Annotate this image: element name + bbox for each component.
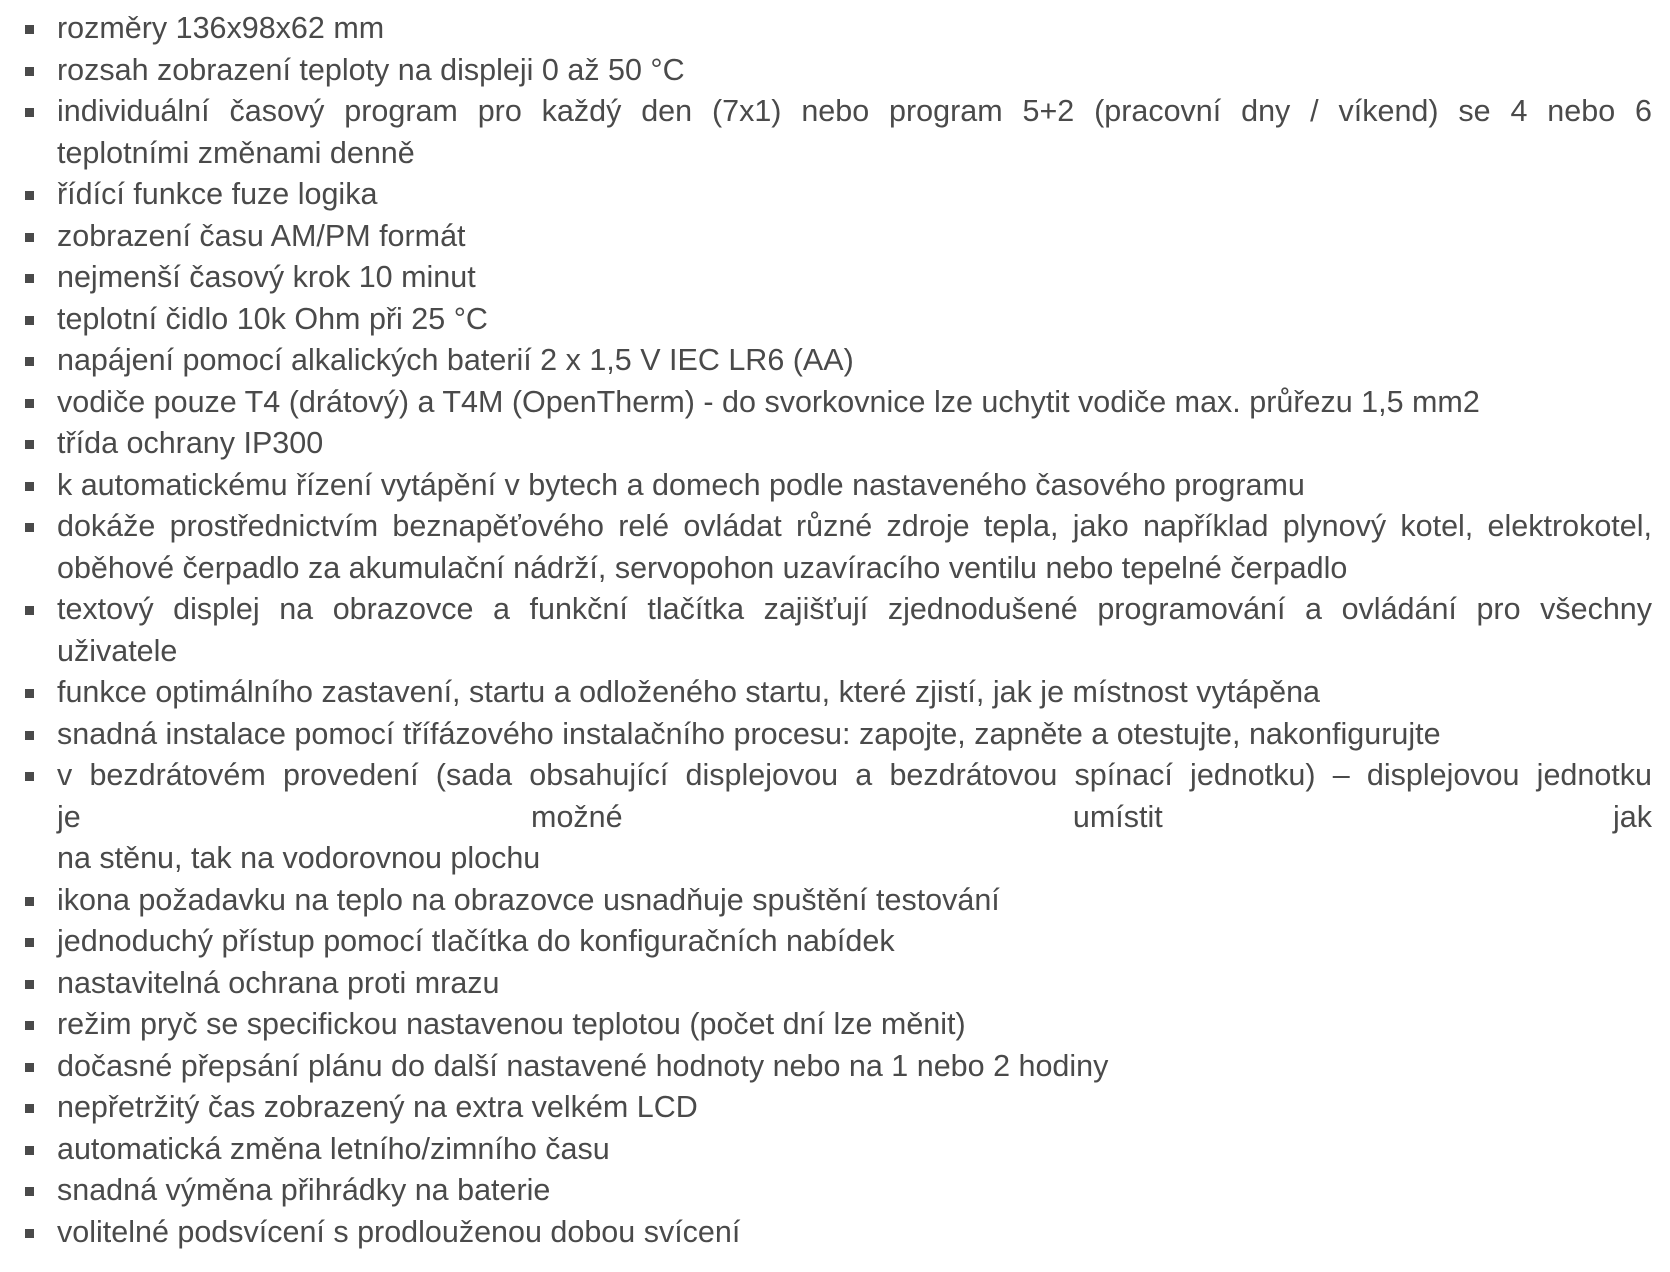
square-bullet-icon	[25, 233, 34, 242]
feature-text-line: na stěnu, tak na vodorovnou plochu	[57, 841, 541, 875]
square-bullet-icon	[25, 399, 34, 408]
square-bullet-icon	[25, 316, 34, 325]
feature-text-line: dočasné přepsání plánu do další nastavené hodnoty nebo na 1 nebo 2 hodiny	[57, 1048, 1109, 1083]
feature-text-line: nepřetržitý čas zobrazený na extra velkém LCD	[57, 1090, 698, 1124]
square-bullet-icon	[25, 980, 34, 989]
feature-list-item	[0, 340, 1652, 382]
feature-text-line: napájení pomocí alkalických baterií 2 x 1,5 V IEC LR6 (AA)	[57, 343, 854, 377]
square-bullet-icon	[25, 1104, 34, 1113]
square-bullet-icon	[25, 606, 34, 615]
feature-text-line: individuální časový program pro každý den (7x1) nebo program 5+2 (pracovní dny / víkend) se 4 nebo 6	[57, 94, 1652, 128]
feature-text-line: režim pryč se specifickou nastavenou teplotou (počet dní lze měnit)	[57, 1007, 966, 1041]
feature-text-line: ikona požadavku na teplo na obrazovce usnadňuje spuštění testování	[57, 882, 1000, 917]
feature-list-item	[0, 91, 1652, 174]
feature-list-item	[0, 382, 1652, 424]
square-bullet-icon	[25, 1146, 34, 1155]
feature-text-line: vodiče pouze T4 (drátový) a T4M (OpenTherm) - do svorkovnice lze uchytit vodiče max. průřezu 1,5 mm2	[57, 384, 1480, 419]
feature-list-item	[0, 423, 1652, 465]
square-bullet-icon	[25, 1187, 34, 1196]
feature-list-item	[0, 174, 1652, 216]
feature-text-line: volitelné podsvícení s prodlouženou dobou svícení	[57, 1214, 741, 1249]
square-bullet-icon	[25, 1021, 34, 1030]
feature-text-line: teplotní čidlo 10k Ohm při 25 °C	[57, 301, 488, 336]
feature-list-item	[0, 8, 1652, 50]
square-bullet-icon	[25, 1063, 34, 1072]
feature-list-item	[0, 257, 1652, 299]
feature-list-item	[0, 921, 1652, 963]
feature-text-line: snadná instalace pomocí třífázového instalačního procesu: zapojte, zapněte a otestujte, nakonfigurujte	[57, 716, 1441, 751]
feature-list-item	[0, 755, 1652, 880]
feature-text-line: třída ochrany IP300	[57, 426, 324, 460]
feature-text-line: zobrazení času AM/PM formát	[57, 218, 466, 253]
feature-text-line: automatická změna letního/zimního času	[57, 1131, 610, 1166]
feature-list-item	[0, 1046, 1652, 1088]
square-bullet-icon	[25, 274, 34, 283]
feature-list-item	[0, 50, 1652, 92]
feature-list-item	[0, 1170, 1652, 1212]
feature-text-line: k automatickému řízení vytápění v bytech a domech podle nastaveného časového programu	[57, 467, 1305, 502]
feature-list-item	[0, 963, 1652, 1005]
feature-text-line: řídící funkce fuze logika	[57, 177, 378, 211]
square-bullet-icon	[25, 772, 34, 781]
square-bullet-icon	[25, 440, 34, 449]
square-bullet-icon	[25, 1229, 34, 1238]
feature-text-line: jednoduchý přístup pomocí tlačítka do konfiguračních nabídek	[57, 924, 895, 958]
feature-text-line: rozsah zobrazení teploty na displeji 0 až 50 °C	[57, 52, 685, 87]
feature-list-item	[0, 672, 1652, 714]
feature-text-line: nejmenší časový krok 10 minut	[57, 260, 476, 294]
square-bullet-icon	[25, 482, 34, 491]
feature-list-item	[0, 1212, 1652, 1254]
square-bullet-icon	[25, 191, 34, 200]
feature-text-line: rozměry 136x98x62 mm	[57, 11, 385, 45]
square-bullet-icon	[25, 25, 34, 34]
feature-list-item	[0, 299, 1652, 341]
square-bullet-icon	[25, 357, 34, 366]
feature-list-item	[0, 880, 1652, 922]
square-bullet-icon	[25, 689, 34, 698]
feature-text-line: nastavitelná ochrana proti mrazu	[57, 965, 500, 1000]
feature-text-line: uživatele	[57, 633, 178, 668]
feature-list-item	[0, 714, 1652, 756]
feature-text-line: teplotními změnami denně	[57, 135, 415, 170]
square-bullet-icon	[25, 938, 34, 947]
feature-text-line: v bezdrátovém provedení (sada obsahující displejovou a bezdrátovou spínací jednotku) – displejovou jednotku	[57, 758, 1652, 792]
feature-text-line: dokáže prostřednictvím beznapěťového relé ovládat různé zdroje tepla, jako například plynový kotel, elektrokotel,	[57, 509, 1652, 543]
square-bullet-icon	[25, 523, 34, 532]
square-bullet-icon	[25, 897, 34, 906]
square-bullet-icon	[25, 731, 34, 740]
feature-list-item	[0, 465, 1652, 507]
feature-list-item	[0, 1087, 1652, 1129]
feature-list-item	[0, 589, 1652, 672]
feature-text-line: textový displej na obrazovce a funkční tlačítka zajišťují zjednodušené programování a ovládání pro všechny	[57, 592, 1652, 626]
square-bullet-icon	[25, 108, 34, 117]
feature-list-item	[0, 216, 1652, 258]
feature-text-line: funkce optimálního zastavení, startu a odloženého startu, které zjistí, jak je místnost vytápěna	[57, 675, 1321, 709]
feature-text-line: snadná výměna přihrádky na baterie	[57, 1173, 551, 1207]
feature-list-item	[0, 1004, 1652, 1046]
feature-list-item	[0, 506, 1652, 589]
square-bullet-icon	[25, 67, 34, 76]
feature-text-line: je možné umístit jak	[57, 799, 1652, 834]
feature-text-line: oběhové čerpadlo za akumulační nádrží, servopohon uzavíracího ventilu nebo tepelné čerpadlo	[57, 550, 1348, 585]
feature-list-item	[0, 1129, 1652, 1171]
